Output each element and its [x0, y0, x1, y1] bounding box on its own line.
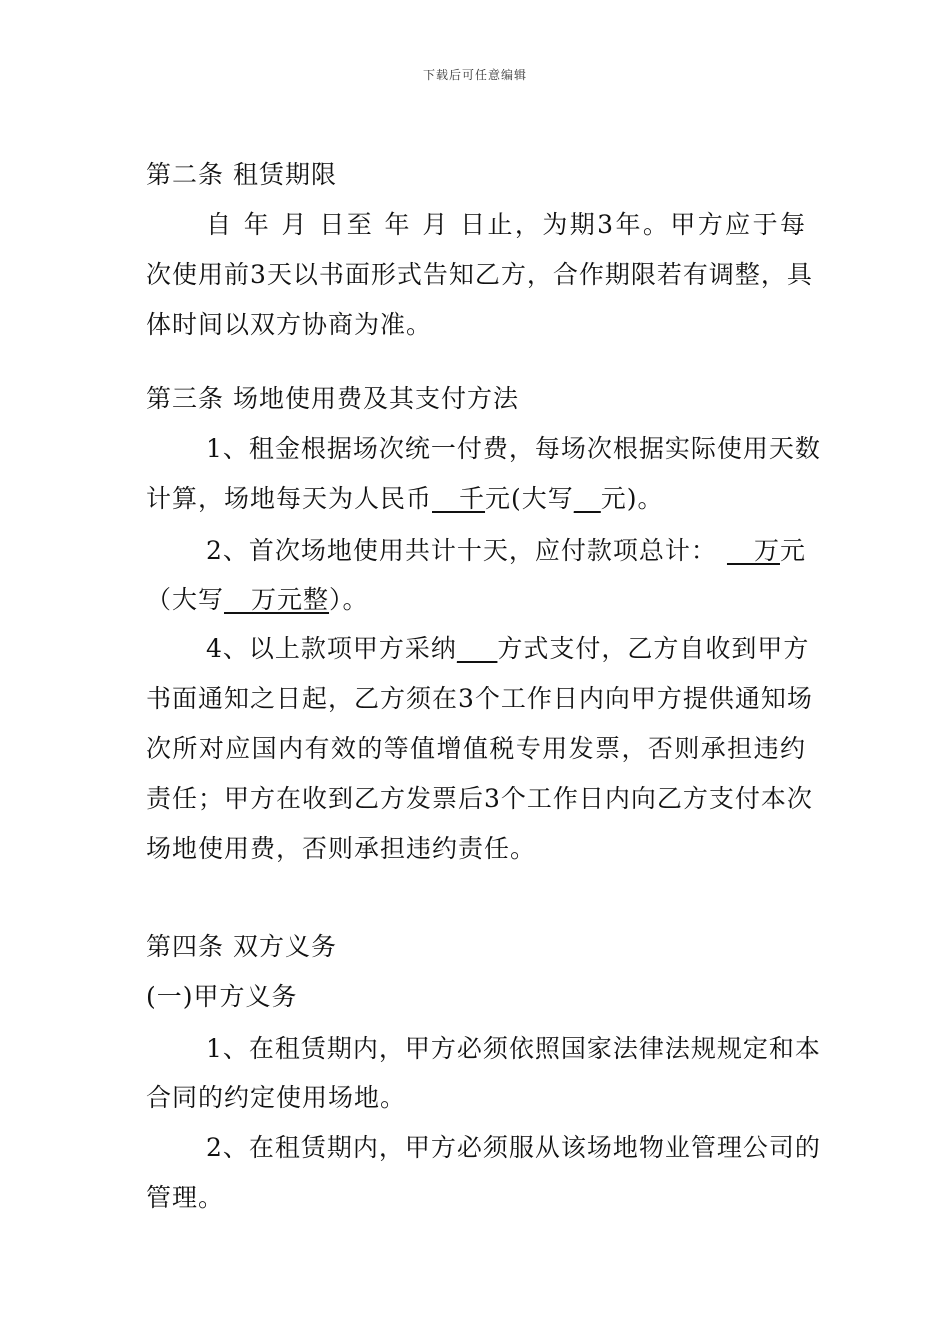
section-3-p1-line-2 — [146, 484, 806, 514]
header-note: 下载后可任意编辑 — [422, 68, 527, 82]
section-2-line-3: 体时间以双方协商为准。 — [146, 310, 433, 339]
section-4-subtitle: (一)甲方义务 — [146, 982, 298, 1011]
text: 元)。 — [600, 484, 664, 513]
text: 方式支付，乙方自收到甲方 — [497, 634, 810, 663]
blank-field: __万 — [726, 536, 780, 565]
section-3-p2-line-2 — [146, 585, 806, 615]
text: ）。 — [329, 585, 369, 614]
text: 2、首次场地使用共计十天，应付款项总计： — [206, 536, 717, 565]
section-3-title: 第三条 场地使用费及其支付方法 — [146, 384, 519, 413]
section-4-p2-line-1: 2、在租赁期内，甲方必须服从该场地物业管理公司的 — [206, 1133, 821, 1162]
text: 4、以上款项甲方采纳 — [206, 634, 457, 663]
section-3-p4-line-3: 次所对应国内有效的等值增值税专用发票，否则承担违约 — [146, 734, 806, 763]
blank-field: __千 — [432, 484, 486, 513]
section-2-line-2: 次使用前3天以书面形式告知乙方，合作期限若有调整，具 — [146, 260, 813, 289]
section-3-p4-line-2: 书面通知之日起，乙方须在3个工作日内向甲方提供通知场 — [146, 684, 813, 713]
section-4-p2-line-2: 管理。 — [146, 1183, 225, 1212]
section-3-p1-line-1: 1、租金根据场次统一付费，每场次根据实际使用天数 — [206, 434, 821, 463]
section-4-p1-line-2: 合同的约定使用场地。 — [146, 1083, 407, 1112]
text: 元(大写 — [485, 484, 574, 513]
text: 计算，场地每天为人民币 — [146, 484, 433, 513]
section-3-p4-line-4: 责任；甲方在收到乙方发票后3个工作日内向乙方支付本次 — [146, 784, 813, 813]
section-3-p4-line-5: 场地使用费，否则承担违约责任。 — [146, 834, 537, 863]
section-3-p2-line-1 — [206, 536, 806, 566]
blank-field: ___ — [456, 634, 498, 663]
section-3-p4-line-1 — [206, 634, 810, 664]
section-2-title: 第二条 租赁期限 — [146, 160, 337, 189]
text: （大写 — [146, 585, 225, 614]
section-2-line-1: 自 年 月 日至 年 月 日止，为期3年。甲方应于每 — [206, 210, 806, 239]
section-4-p1-line-1: 1、在租赁期内，甲方必须依照国家法律法规规定和本 — [206, 1034, 821, 1063]
blank-field: __ — [573, 484, 601, 513]
section-4-title: 第四条 双方义务 — [146, 932, 337, 961]
blank-field: __万元整 — [224, 585, 330, 614]
text: 元 — [779, 536, 806, 565]
